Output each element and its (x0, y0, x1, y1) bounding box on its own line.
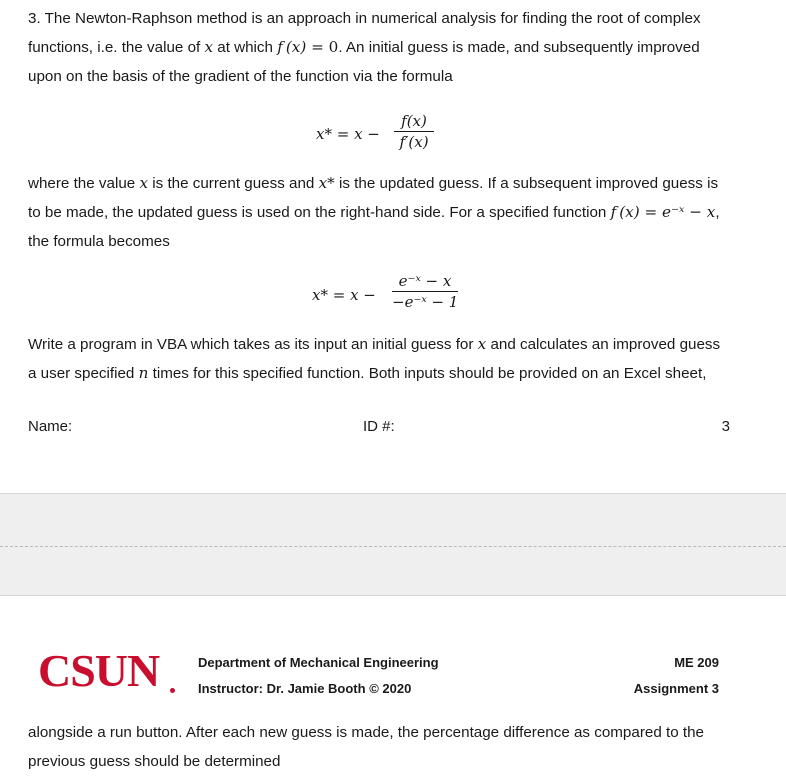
denominator: f′(x) (399, 133, 429, 151)
math-x: x (139, 174, 149, 192)
registered-mark-icon (170, 688, 175, 693)
math-x: x (477, 335, 487, 353)
text-line: to be made, the updated guess is used on the right-hand side. For a specified function f (x) = e⁻ˣ − x, (28, 203, 720, 221)
department-name: Department of Mechanical Engineering (198, 655, 439, 670)
numerator: f(x) (401, 112, 427, 130)
text-line: functions, i.e. the value of x at which f (x) = 0. An initial guess is made, and subsequently improved (28, 38, 700, 56)
question-task (28, 330, 748, 388)
question-explanation (28, 169, 748, 256)
equation-specific (308, 272, 468, 322)
text-line: alongside a run button. After each new guess is made, the percentage difference as compared to the (28, 724, 704, 741)
id-label: ID #: (363, 418, 395, 435)
page-number: 3 (721, 418, 730, 435)
instructor-line: Instructor: Dr. Jamie Booth © 2020 (198, 681, 412, 696)
text-line: the formula becomes (28, 233, 170, 250)
fraction-bar (392, 291, 458, 292)
name-label: Name: (28, 418, 73, 435)
math-fx: f (x) (277, 38, 307, 56)
question-intro (28, 4, 748, 91)
math-function-def: f (x) = e⁻ˣ − x (610, 203, 716, 221)
numerator: e⁻ˣ − x (398, 272, 452, 290)
page-break-gap (0, 493, 786, 596)
question-continuation (28, 718, 748, 776)
math-n: n (138, 364, 149, 382)
course-code: ME 209 (674, 655, 719, 670)
csun-logo: CSUN (38, 645, 160, 696)
equation-newton-raphson (310, 112, 450, 162)
text-line: upon on the basis of the gradient of the function via the formula (28, 68, 453, 85)
page-footer (28, 418, 730, 440)
fraction (392, 272, 458, 311)
text-line: a user specified n times for this specified function. Both inputs should be provided on an Excel sheet, (28, 364, 707, 382)
math-zero: = 0 (306, 38, 339, 56)
text-line: previous guess should be determined (28, 753, 281, 770)
fraction-bar (394, 131, 434, 132)
math-x-star: x* (318, 174, 335, 192)
page-break-dashed-line (0, 546, 786, 547)
math-x: x (204, 38, 214, 56)
equation-lhs: x* = x − (316, 125, 380, 143)
text-line: Write a program in VBA which takes as its input an initial guess for x and calculates an improved guess (28, 335, 721, 353)
assignment-label: Assignment 3 (633, 681, 719, 696)
text-line: 3. The Newton-Raphson method is an approach in numerical analysis for finding the root of complex (28, 10, 701, 27)
fraction (394, 112, 434, 151)
denominator: −e⁻ˣ − 1 (392, 293, 459, 311)
text-line: where the value x is the current guess and x* is the updated guess. If a subsequent improved guess is (28, 174, 719, 192)
equation-lhs: x* = x − (312, 286, 376, 304)
